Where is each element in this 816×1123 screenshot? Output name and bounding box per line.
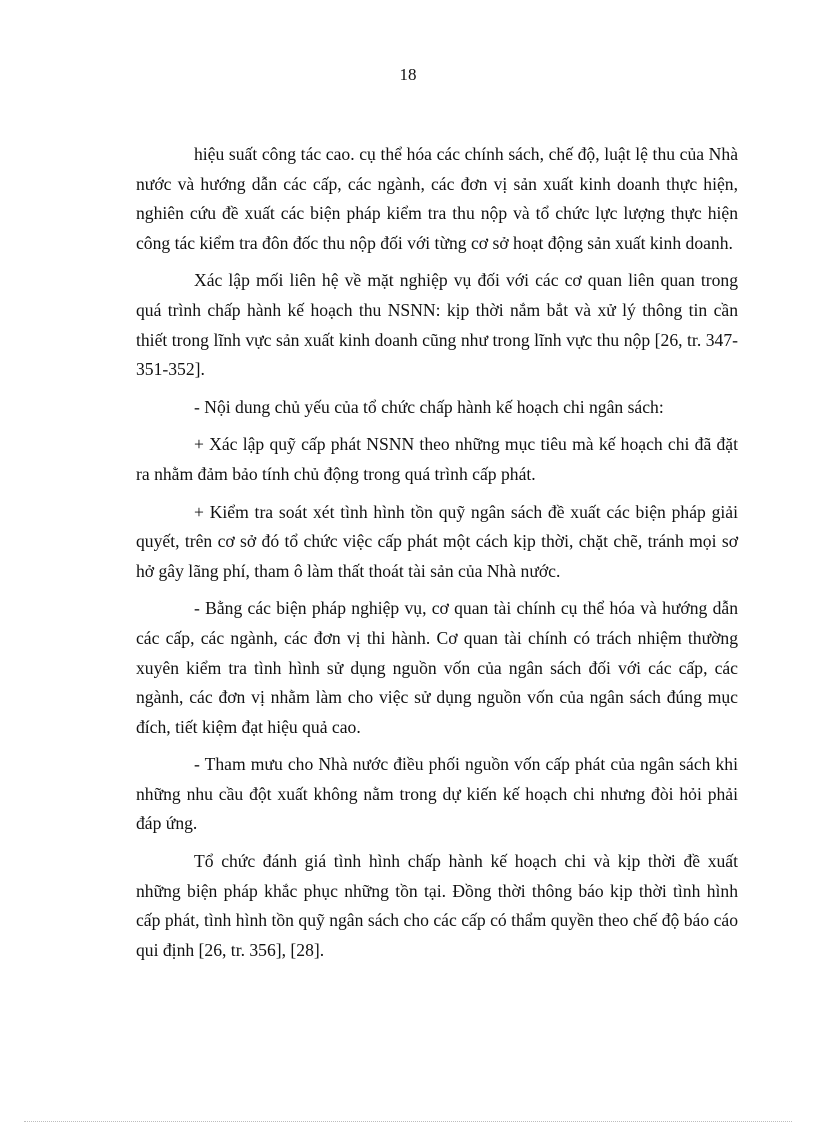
document-body xyxy=(136,140,738,973)
paragraph-spending-content-heading: - Nội dung chủ yếu của tổ chức chấp hành kế hoạch chi ngân sách: xyxy=(194,396,664,417)
paragraph-professional-measures: - Bằng các biện pháp nghiệp vụ, cơ quan tài chính cụ thể hóa và hướng dẫn các cấp, các ngành, các đơn vị thi hành. Cơ quan tài chính có trách nhiệm thường xuyên kiểm tra tình hình sử dụng nguồn vốn của ngân sách đối với các cấp, các ngành, các đơn vị nhằm làm cho việc sử dụng nguồn vốn của ngân sách đúng mục đích, tiết kiệm đạt hiệu quả cao. xyxy=(136,598,738,737)
paragraph-revenue-tasks: hiệu suất công tác cao. cụ thể hóa các chính sách, chế độ, luật lệ thu của Nhà nước và hướng dẫn các cấp, các ngành, các đơn vị sản xuất kinh doanh thực hiện, nghiên cứu đề xuất các biện pháp kiểm tra thu nộp và tổ chức lực lượng thực hiện công tác kiểm tra đôn đốc thu nộp đối với từng cơ sở hoạt động sản xuất kinh doanh. xyxy=(136,144,738,253)
paragraph-fund-review: + Kiểm tra soát xét tình hình tồn quỹ ngân sách đề xuất các biện pháp giải quyết, trên cơ sở đó tổ chức việc cấp phát một cách kịp thời, chặt chẽ, tránh mọi sơ hở gây lãng phí, tham ô làm thất thoát tài sản của Nhà nước. xyxy=(136,501,738,581)
page-bottom-border xyxy=(24,1121,792,1122)
page-number: 18 xyxy=(399,65,417,84)
paragraph-allocation-fund: + Xác lập quỹ cấp phát NSNN theo những mục tiêu mà kế hoạch chi đã đặt ra nhằm đảm bảo tính chủ động trong quá trình cấp phát. xyxy=(136,434,738,484)
paragraph-advisory: - Tham mưu cho Nhà nước điều phối nguồn vốn cấp phát của ngân sách khi những nhu cầu đột xuất không nằm trong dự kiến kế hoạch chi nhưng đòi hỏi phải đáp ứng. xyxy=(136,754,738,834)
paragraph-business-relations: Xác lập mối liên hệ về mặt nghiệp vụ đối với các cơ quan liên quan trong quá trình chấp hành kế hoạch thu NSNN: kịp thời nắm bắt và xử lý thông tin cần thiết trong lĩnh vực sản xuất kinh doanh cũng như trong lĩnh vực thu nộp [26, tr. 347-351-352]. xyxy=(136,270,738,380)
paragraph-evaluation: Tổ chức đánh giá tình hình chấp hành kế hoạch chi và kịp thời đề xuất những biện pháp khắc phục những tồn tại. Đồng thời thông báo kịp thời tình hình cấp phát, tình hình tồn quỹ ngân sách cho các cấp có thẩm quyền theo chế độ báo cáo qui định [26, tr. 356], [28]. xyxy=(136,851,738,960)
